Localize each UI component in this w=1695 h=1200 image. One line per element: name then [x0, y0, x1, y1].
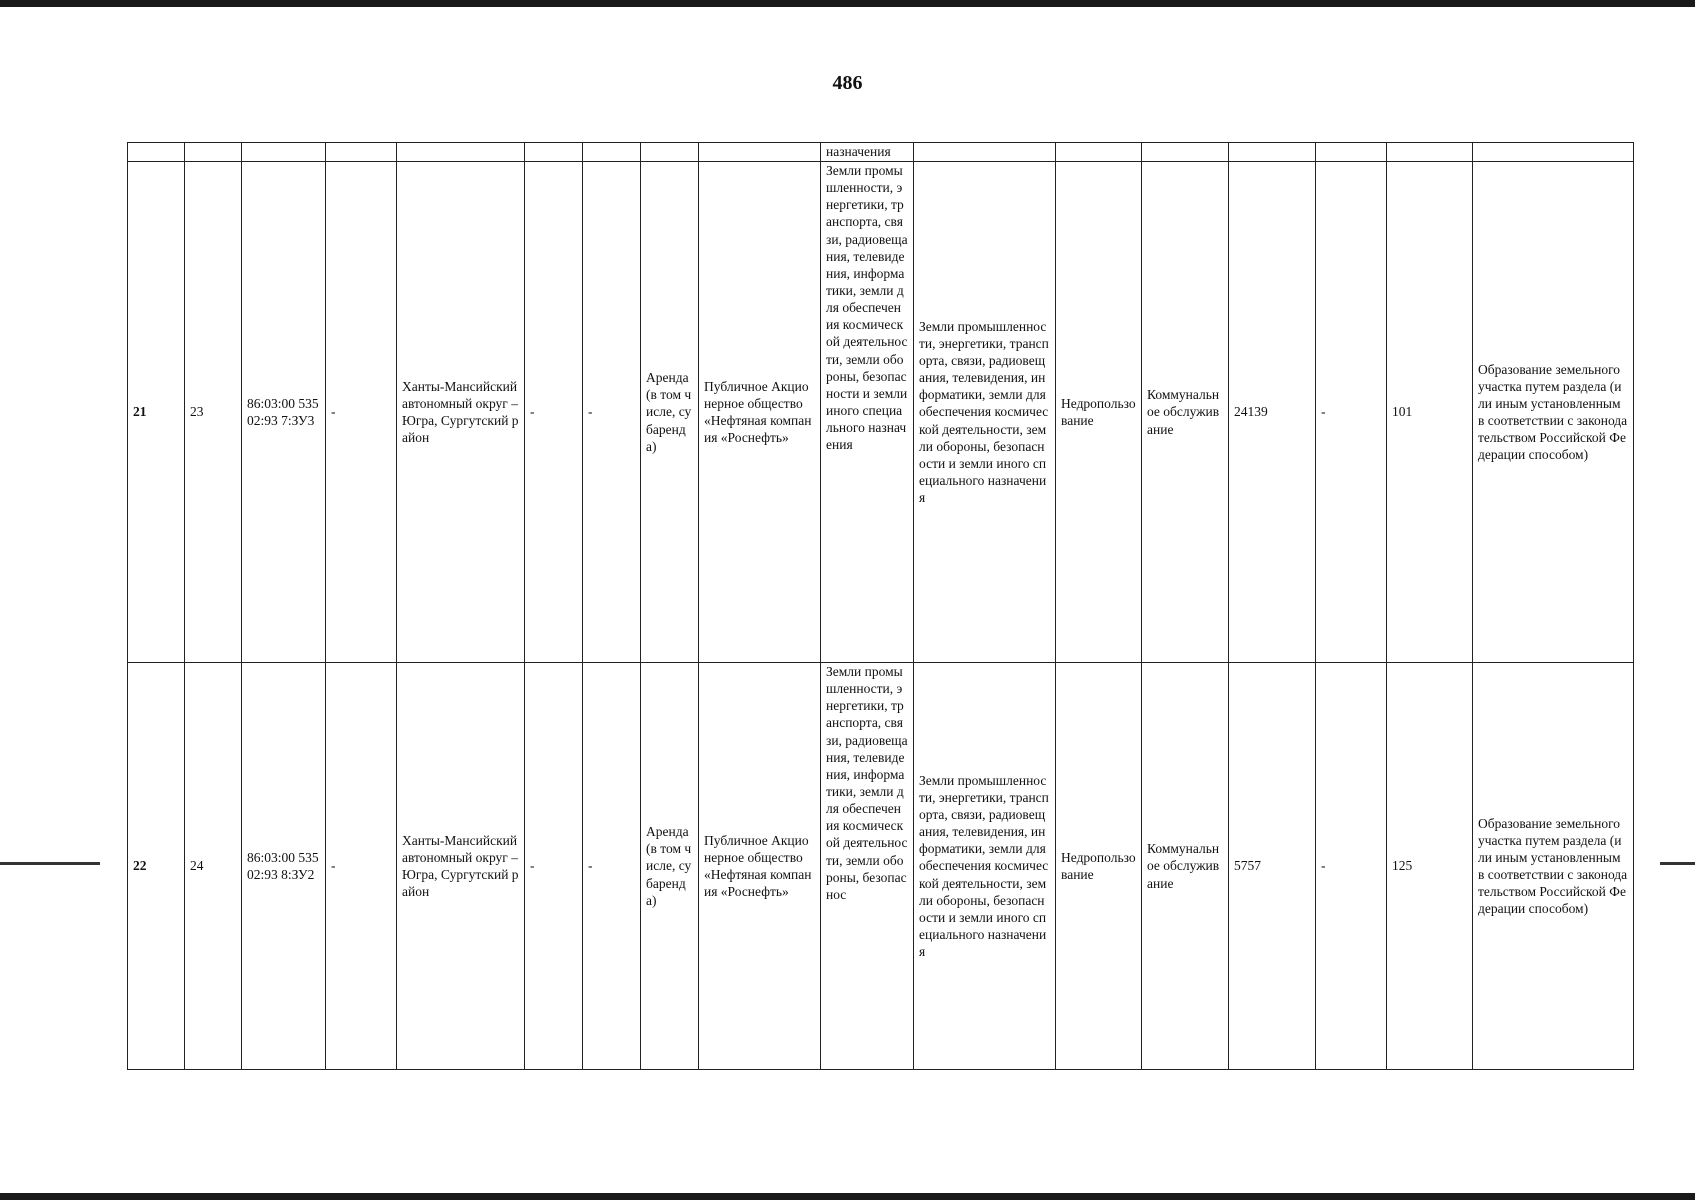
- land-category: [821, 162, 914, 663]
- sequence-number: 24: [185, 663, 242, 1070]
- cell-dash: -: [525, 663, 583, 1070]
- table-row: [128, 663, 1634, 1070]
- table-row: [128, 162, 1634, 663]
- land-category: [821, 663, 914, 1070]
- cell-number: 125: [1387, 663, 1473, 1070]
- cell-dash: -: [1316, 663, 1387, 1070]
- permitted-use: Недропользование: [1056, 162, 1142, 663]
- cell-number: 101: [1387, 162, 1473, 663]
- scan-top-border: [0, 0, 1695, 7]
- permitted-use: Недропользование: [1056, 663, 1142, 1070]
- formation-method: Образование земельного участка путем раздела (или иным установленным в соответствии с законодательством Российской Федерации способом): [1473, 162, 1634, 663]
- continuation-row: [128, 143, 1634, 162]
- row-number: 22: [128, 663, 185, 1070]
- cell-dash: -: [326, 663, 397, 1070]
- land-category-new: Земли промышленности, энергетики, транспорта, связи, радиовещания, телевидения, информатики, земли для обеспечения космической деятельности, земли обороны, безопасности и земли иного специального назначения: [914, 162, 1056, 663]
- category-continued: назначения: [821, 143, 914, 162]
- formation-method: Образование земельного участка путем раздела (или иным установленным в соответствии с законодательством Российской Федерации способом): [1473, 663, 1634, 1070]
- right-holder: Публичное Акционерное общество «Нефтяная компания «Роснефть»: [699, 162, 821, 663]
- location: Ханты-Мансийский автономный округ – Югра, Сургутский район: [397, 663, 525, 1070]
- cell-dash: -: [525, 162, 583, 663]
- cell-dash: -: [1316, 162, 1387, 663]
- sequence-number: 23: [185, 162, 242, 663]
- land-category-text: Земли промышленности, энергетики, транспорта, связи, радиовещания, телевидения, информатики, земли для обеспечения космической деятельности, земли обороны, безопасности и земли иного специального назначения: [826, 163, 908, 453]
- use-purpose: Коммунальное обслуживание: [1142, 162, 1229, 663]
- land-category-new: Земли промышленности, энергетики, транспорта, связи, радиовещания, телевидения, информатики, земли для обеспечения космической деятельности, земли обороны, безопасности и земли иного специального назначения: [914, 663, 1056, 1070]
- location: Ханты-Мансийский автономный округ – Югра, Сургутский район: [397, 162, 525, 663]
- cell-dash: -: [326, 162, 397, 663]
- right-type: Аренда (в том числе, субаренда): [641, 162, 699, 663]
- cell-dash: -: [583, 162, 641, 663]
- page-number: 486: [832, 72, 863, 94]
- right-type: Аренда (в том числе, субаренда): [641, 663, 699, 1070]
- right-holder: Публичное Акционерное общество «Нефтяная компания «Роснефть»: [699, 663, 821, 1070]
- cadastral-number: 86:03:00 53502:93 8:ЗУ2: [242, 663, 326, 1070]
- cadastral-number: 86:03:00 53502:93 7:ЗУ3: [242, 162, 326, 663]
- scan-edge-mark-left: [0, 862, 100, 865]
- row-number: 21: [128, 162, 185, 663]
- area: 5757: [1229, 663, 1316, 1070]
- scan-edge-mark-right: [1660, 862, 1695, 865]
- scan-bottom-border: [0, 1193, 1695, 1200]
- land-registry-table: [127, 142, 1634, 1070]
- land-category-text: Земли промышленности, энергетики, транспорта, связи, радиовещания, телевидения, информатики, земли для обеспечения космической деятельности, земли обороны, безопаснос: [826, 664, 908, 902]
- area: 24139: [1229, 162, 1316, 663]
- cell-dash: -: [583, 663, 641, 1070]
- use-purpose: Коммунальное обслуживание: [1142, 663, 1229, 1070]
